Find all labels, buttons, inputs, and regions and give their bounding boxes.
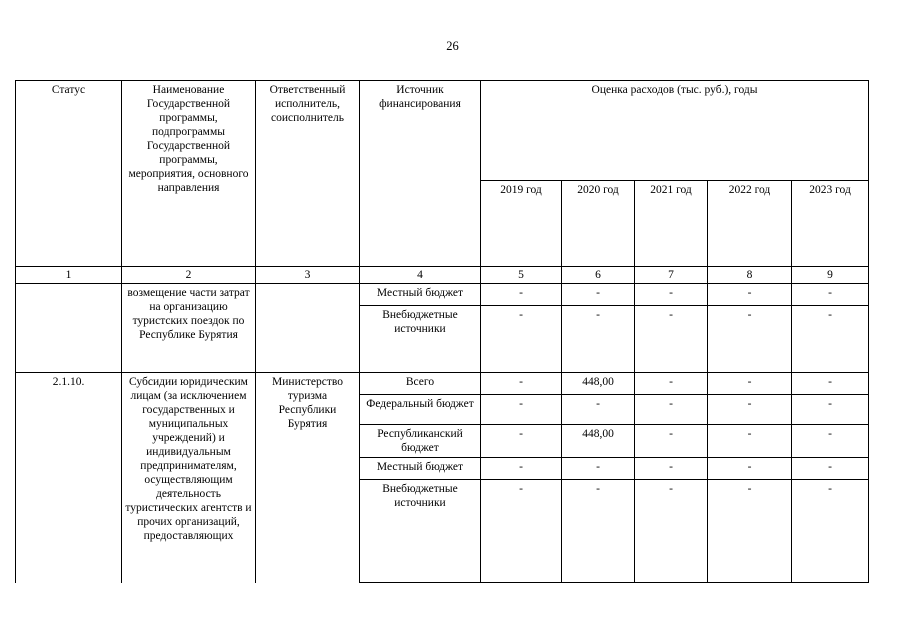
column-number: 3 xyxy=(256,267,360,284)
value-cell: - xyxy=(708,425,792,458)
value-cell: - xyxy=(481,395,562,425)
value-cell: - xyxy=(562,458,635,480)
column-number: 6 xyxy=(562,267,635,284)
header-year: 2021 год xyxy=(635,181,708,267)
header-expense-estimate: Оценка расходов (тыс. руб.), годы xyxy=(481,81,869,181)
value-cell: - xyxy=(562,284,635,306)
page-number: 26 xyxy=(446,39,459,53)
value-cell: - xyxy=(792,373,869,395)
table-row xyxy=(16,373,869,395)
value-cell: - xyxy=(481,458,562,480)
value-cell: - xyxy=(792,306,869,373)
funding-source-cell: Федеральный бюджет xyxy=(360,395,481,425)
column-number: 5 xyxy=(481,267,562,284)
funding-source-cell: Местный бюджет xyxy=(360,458,481,480)
column-number: 9 xyxy=(792,267,869,284)
value-cell: - xyxy=(708,458,792,480)
status-cell xyxy=(16,284,122,373)
funding-source-cell: Местный бюджет xyxy=(360,284,481,306)
column-numbers-row xyxy=(16,267,869,284)
value-cell: - xyxy=(792,458,869,480)
value-cell: - xyxy=(792,425,869,458)
value-cell: - xyxy=(708,373,792,395)
value-cell: - xyxy=(635,306,708,373)
column-number: 2 xyxy=(122,267,256,284)
budget-table xyxy=(15,80,869,583)
funding-source-cell: Внебюджетные источники xyxy=(360,306,481,373)
value-cell: - xyxy=(708,284,792,306)
value-cell: - xyxy=(635,395,708,425)
value-cell: - xyxy=(792,480,869,583)
table-row xyxy=(16,284,869,306)
header-program-name: Наименование Государственной программы, подпрограммы Государственной программы, мероприятия, основного направления xyxy=(122,81,256,267)
header-row xyxy=(16,81,869,181)
funding-source-cell: Внебюджетные источники xyxy=(360,480,481,583)
header-year: 2019 год xyxy=(481,181,562,267)
value-cell: - xyxy=(635,425,708,458)
header-year: 2022 год xyxy=(708,181,792,267)
value-cell: 448,00 xyxy=(562,373,635,395)
value-cell: - xyxy=(792,284,869,306)
column-number: 4 xyxy=(360,267,481,284)
value-cell: - xyxy=(635,480,708,583)
header-funding-source: Источник финансирования xyxy=(360,81,481,267)
value-cell: - xyxy=(481,425,562,458)
status-cell: 2.1.10. xyxy=(16,373,122,583)
responsible-cell xyxy=(256,284,360,373)
value-cell: - xyxy=(635,284,708,306)
value-cell: - xyxy=(562,395,635,425)
responsible-cell: Министерство туризма Республики Бурятия xyxy=(256,373,360,583)
value-cell: - xyxy=(635,373,708,395)
value-cell: - xyxy=(635,458,708,480)
funding-source-cell: Всего xyxy=(360,373,481,395)
value-cell: 448,00 xyxy=(562,425,635,458)
value-cell: - xyxy=(562,480,635,583)
program-name-cell: Субсидии юридическим лицам (за исключением государственных и муниципальных учреждений) и индивидуальным предпринимателям, осуществляющим деятельность туристических агентств и прочих организаций, предоставляющих xyxy=(122,373,256,583)
value-cell: - xyxy=(481,284,562,306)
value-cell: - xyxy=(792,395,869,425)
program-name-cell: возмещение части затрат на организацию туристских поездок по Республике Бурятия xyxy=(122,284,256,373)
value-cell: - xyxy=(708,395,792,425)
value-cell: - xyxy=(708,480,792,583)
value-cell: - xyxy=(481,373,562,395)
value-cell: - xyxy=(562,306,635,373)
funding-source-cell: Республиканский бюджет xyxy=(360,425,481,458)
column-number: 1 xyxy=(16,267,122,284)
column-number: 7 xyxy=(635,267,708,284)
header-year: 2020 год xyxy=(562,181,635,267)
header-status: Статус xyxy=(16,81,122,267)
header-responsible: Ответственный исполнитель, соисполнитель xyxy=(256,81,360,267)
column-number: 8 xyxy=(708,267,792,284)
value-cell: - xyxy=(708,306,792,373)
value-cell: - xyxy=(481,306,562,373)
header-year: 2023 год xyxy=(792,181,869,267)
value-cell: - xyxy=(481,480,562,583)
